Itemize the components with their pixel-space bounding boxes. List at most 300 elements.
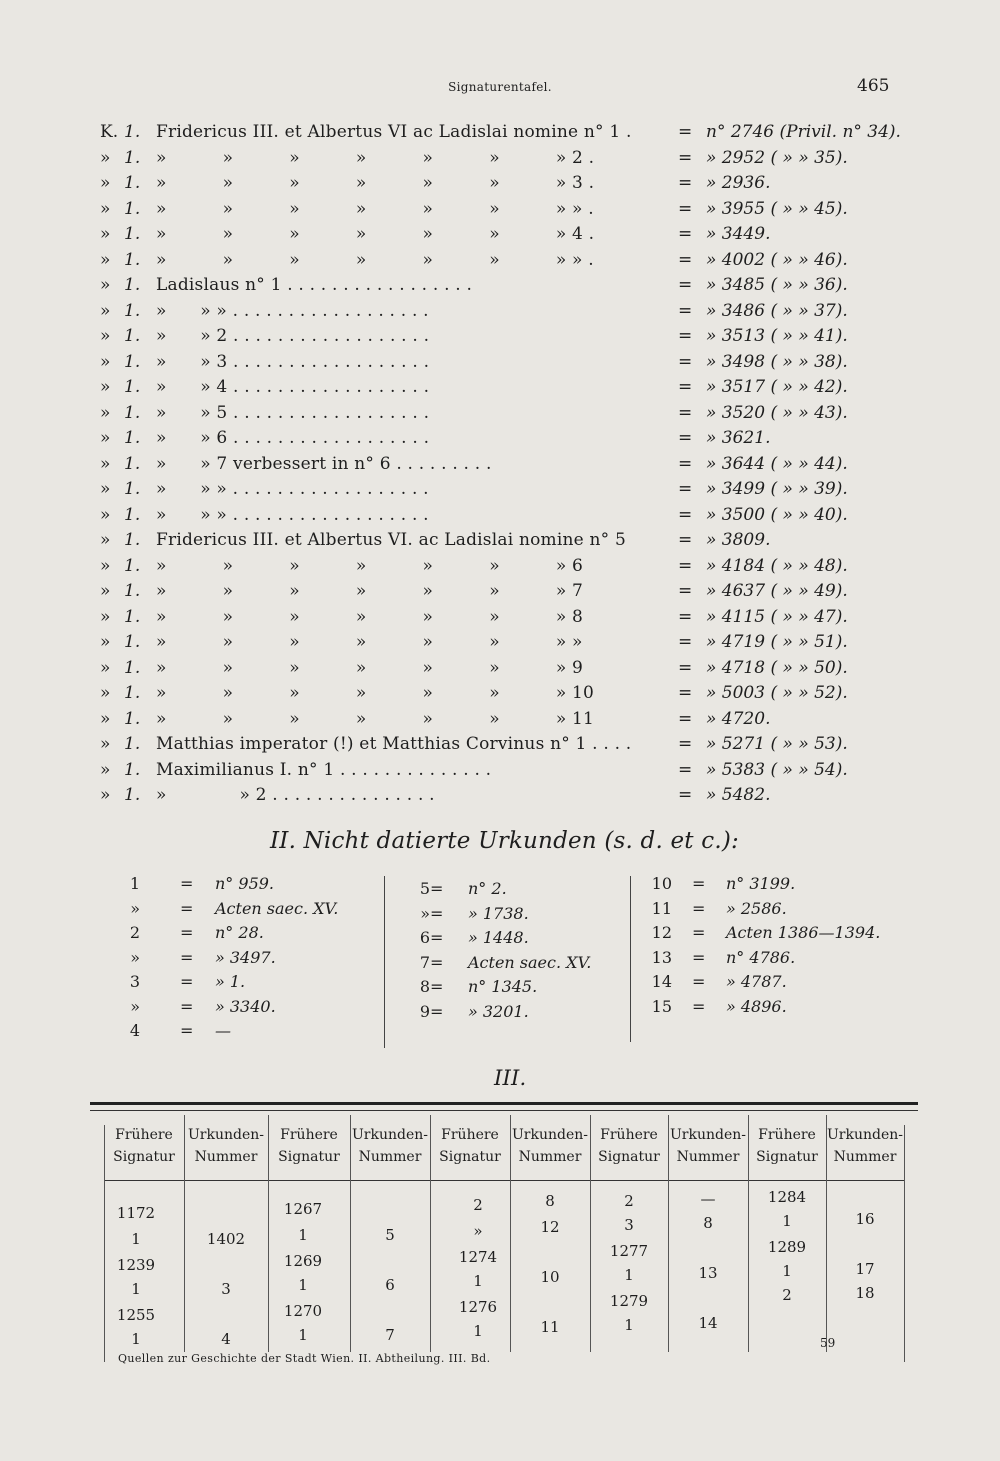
item-key: » [130, 898, 140, 918]
row-equals: = [678, 198, 693, 219]
item-key: 12 [651, 923, 672, 942]
list-item [0, 970, 1000, 993]
table-cell: 1 [298, 1326, 308, 1344]
list-item [100, 707, 930, 732]
row-key: » [100, 785, 111, 805]
list-item [0, 897, 1000, 920]
list-item [100, 528, 930, 553]
row-text: » » 2 . . . . . . . . . . . . . . . . . . [156, 326, 430, 346]
row-number: 1. [124, 785, 141, 805]
list-item [0, 921, 1000, 944]
row-key: » [100, 147, 111, 168]
row-reference: » 5482. [706, 785, 771, 805]
list-item [100, 605, 930, 630]
row-reference: » 3498 ( » » 38). [706, 351, 848, 372]
table-cell: 13 [698, 1264, 718, 1282]
row-text: » » » » » » » 6 [156, 555, 584, 576]
row-number: 1. [124, 632, 141, 652]
item-equals: = [430, 879, 444, 898]
item-key: » [130, 947, 140, 967]
table-cell: 16 [855, 1210, 875, 1228]
item-key: 15 [651, 996, 672, 1016]
item-value: » 4787. [726, 972, 787, 991]
row-key: » [100, 632, 111, 652]
item-key: 4 [129, 1021, 140, 1040]
row-key: » [100, 606, 111, 627]
row-number: 1. [124, 428, 141, 448]
item-equals: = [430, 1001, 444, 1021]
header-line: Signatur [756, 1149, 818, 1165]
item-equals: = [180, 996, 194, 1016]
row-key: » [100, 708, 111, 729]
item-equals: = [692, 996, 706, 1016]
item-equals: = [430, 952, 444, 972]
row-equals: = [678, 785, 693, 805]
item-equals: = [180, 923, 194, 942]
row-equals: = [678, 504, 693, 525]
row-text: » » » . . . . . . . . . . . . . . . . . . [156, 504, 429, 525]
row-number: 1. [124, 734, 141, 754]
column-header-nummer [184, 1124, 268, 1168]
section-3-title: III. [494, 1066, 527, 1090]
column-header-nummer [826, 1124, 904, 1168]
row-number: 1. [124, 581, 141, 601]
table-rule-header [104, 1180, 904, 1181]
row-number: 1. [124, 122, 141, 142]
row-reference: » 3449. [706, 224, 771, 244]
row-reference: n° 2746 (Privil. n° 34). [706, 122, 901, 142]
table-cell: 1 [782, 1212, 792, 1230]
header-line: Urkunden- [826, 1127, 903, 1143]
row-equals: = [678, 683, 693, 703]
row-number: 1. [124, 683, 141, 703]
row-text: » » » » » » » 2 . [156, 147, 595, 168]
row-reference: » 5271 ( » » 53). [706, 734, 848, 754]
table-cell: 1 [473, 1322, 483, 1340]
row-text: » » » » » » » 11 [156, 708, 595, 729]
list-item [100, 732, 930, 757]
item-value: — [215, 1021, 231, 1040]
row-text: » » » » » » » » . [156, 249, 594, 270]
column-header-nummer [350, 1124, 430, 1168]
table-cell: 1255 [116, 1306, 156, 1324]
table-cell: 2 [473, 1196, 483, 1214]
column-divider [384, 876, 385, 1048]
row-text: » » 7 verbessert in n° 6 . . . . . . . . . [156, 453, 492, 474]
column-header-nummer [668, 1124, 748, 1168]
row-reference: » 4637 ( » » 49). [706, 581, 848, 601]
row-reference: » 4720. [706, 708, 771, 729]
item-key: 13 [651, 947, 672, 967]
list-item [100, 656, 930, 681]
list-item [100, 401, 930, 426]
list-item [100, 273, 930, 298]
item-value: Acten saec. XV. [468, 952, 592, 972]
row-number: 1. [124, 351, 141, 372]
item-value: » 3201. [468, 1001, 529, 1021]
row-key: » [100, 300, 111, 321]
row-number: 1. [124, 377, 141, 397]
row-number: 1. [124, 402, 141, 423]
row-reference: » 3621. [706, 428, 771, 448]
table-cell: 5 [385, 1226, 395, 1244]
running-header: Signaturentafel. [448, 80, 552, 94]
item-key: 7 [419, 952, 430, 972]
header-line: Signatur [113, 1149, 175, 1165]
row-number: 1. [124, 759, 141, 780]
header-line: Urkunden- [351, 1127, 428, 1143]
item-value: » 3340. [215, 996, 276, 1016]
table-cell: 1276 [458, 1298, 498, 1316]
row-reference: » 3517 ( » » 42). [706, 377, 848, 397]
list-item [0, 946, 1000, 969]
list-item [100, 222, 930, 247]
row-text: » » 4 . . . . . . . . . . . . . . . . . . [156, 377, 430, 397]
table-cell: 12 [540, 1218, 560, 1236]
item-value: » 1738. [468, 903, 529, 923]
row-number: 1. [124, 300, 141, 321]
item-value: n° 28. [215, 923, 264, 942]
row-text: » » 2 . . . . . . . . . . . . . . . [156, 785, 435, 805]
list-item [100, 681, 930, 706]
list-item [100, 579, 930, 604]
row-reference: » 3486 ( » » 37). [706, 300, 848, 321]
row-key: » [100, 351, 111, 372]
list-item [100, 146, 930, 171]
table-cell: 8 [703, 1214, 713, 1232]
row-equals: = [678, 224, 693, 244]
list-item [100, 783, 930, 808]
table-cell: 18 [855, 1284, 875, 1302]
row-equals: = [678, 275, 693, 295]
section-2-title: II. Nicht datierte Urkunden (s. d. et c.): [270, 828, 739, 854]
row-text: » » » » » » » 10 [156, 683, 595, 703]
row-reference: » 3500 ( » » 40). [706, 504, 848, 525]
item-key: 11 [651, 898, 672, 918]
row-key: K. [100, 122, 119, 142]
table-column-rule [904, 1125, 905, 1362]
item-key: 6 [419, 928, 430, 947]
row-key: » [100, 377, 111, 397]
item-equals: = [180, 947, 194, 967]
row-reference: » 5383 ( » » 54). [706, 759, 848, 780]
header-line: Frühere [441, 1127, 499, 1143]
row-text: » » » . . . . . . . . . . . . . . . . . . [156, 300, 429, 321]
table-cell: 1 [782, 1262, 792, 1280]
list-item [100, 197, 930, 222]
header-line: Nummer [833, 1149, 897, 1165]
table-rule-top [90, 1102, 918, 1105]
header-line: Frühere [600, 1127, 658, 1143]
table-cell: 3 [624, 1216, 634, 1234]
row-number: 1. [124, 326, 141, 346]
table-cell: » [473, 1222, 483, 1240]
header-line: Nummer [676, 1149, 740, 1165]
row-key: » [100, 759, 111, 780]
table-cell: — [700, 1190, 716, 1208]
list-item [100, 375, 930, 400]
row-number: 1. [124, 555, 141, 576]
row-reference: » 4184 ( » » 48). [706, 555, 848, 576]
table-cell: 1 [131, 1330, 141, 1348]
table-cell: 8 [545, 1192, 555, 1210]
list-item [100, 426, 930, 451]
item-key: » [420, 903, 430, 923]
row-text: » » 5 . . . . . . . . . . . . . . . . . . [156, 402, 430, 423]
item-value: » 1448. [468, 928, 529, 947]
row-number: 1. [124, 224, 141, 244]
row-number: 1. [124, 504, 141, 525]
row-number: 1. [124, 606, 141, 627]
row-text: » » » » » » » 7 [156, 581, 584, 601]
table-cell: 14 [698, 1314, 718, 1332]
table-cell: 1 [131, 1230, 141, 1248]
row-text: » » » » » » » 9 [156, 657, 584, 678]
item-key: 1 [129, 874, 140, 893]
list-item [100, 503, 930, 528]
table-cell: 1289 [767, 1238, 807, 1256]
row-equals: = [678, 453, 693, 474]
row-key: » [100, 657, 111, 678]
list-item [100, 324, 930, 349]
header-line: Signatur [278, 1149, 340, 1165]
row-number: 1. [124, 275, 141, 295]
row-key: » [100, 530, 111, 550]
row-key: » [100, 198, 111, 219]
row-text: » » » » » » » 3 . [156, 173, 595, 193]
item-key: 10 [651, 874, 672, 893]
row-key: » [100, 173, 111, 193]
item-equals: = [180, 1021, 194, 1040]
row-key: » [100, 479, 111, 499]
row-equals: = [678, 377, 693, 397]
table-cell: 2 [624, 1192, 634, 1210]
row-reference: » 4719 ( » » 51). [706, 632, 848, 652]
item-value: » 4896. [726, 996, 787, 1016]
item-equals: = [430, 928, 444, 947]
table-cell: 4 [221, 1330, 231, 1348]
row-reference: » 3644 ( » » 44). [706, 453, 848, 474]
row-equals: = [678, 759, 693, 780]
item-equals: = [180, 898, 194, 918]
table-cell: 1 [473, 1272, 483, 1290]
row-text: » » » » » » » 4 . [156, 224, 595, 244]
header-line: Urkunden- [669, 1127, 746, 1143]
column-header-signatur [430, 1124, 510, 1168]
row-text: » » 6 . . . . . . . . . . . . . . . . . . [156, 428, 430, 448]
row-reference: » 3499 ( » » 39). [706, 479, 848, 499]
row-number: 1. [124, 657, 141, 678]
item-key: 9 [419, 1001, 430, 1021]
row-key: » [100, 224, 111, 244]
row-reference: » 3520 ( » » 43). [706, 402, 848, 423]
row-key: » [100, 326, 111, 346]
column-header-signatur [268, 1124, 350, 1168]
item-value: n° 1345. [468, 977, 538, 996]
list-item [100, 758, 930, 783]
row-reference: » 3809. [706, 530, 771, 550]
table-cell: 11 [540, 1318, 560, 1336]
row-text: Fridericus III. et Albertus VI. ac Ladislai nomine n° 5 [156, 530, 626, 550]
header-line: Nummer [194, 1149, 258, 1165]
row-text: » » » » » » » 8 [156, 606, 584, 627]
list-item [100, 120, 930, 145]
column-header-signatur [590, 1124, 668, 1168]
row-equals: = [678, 555, 693, 576]
row-number: 1. [124, 453, 141, 474]
row-text: » » » » » » » » . [156, 198, 594, 219]
row-equals: = [678, 173, 693, 193]
table-cell: 1172 [116, 1204, 156, 1222]
row-equals: = [678, 147, 693, 168]
list-item [100, 299, 930, 324]
table-cell: 1277 [609, 1242, 649, 1260]
row-reference: » 2952 ( » » 35). [706, 147, 848, 168]
row-number: 1. [124, 173, 141, 193]
header-line: Urkunden- [511, 1127, 588, 1143]
row-text: Maximilianus I. n° 1 . . . . . . . . . . . . . . [156, 759, 492, 780]
row-equals: = [678, 657, 693, 678]
list-item [0, 872, 1000, 895]
list-item [100, 171, 930, 196]
table-cell: 1270 [283, 1302, 323, 1320]
table-cell: 1284 [767, 1188, 807, 1206]
table-cell: 1 [624, 1266, 634, 1284]
row-equals: = [678, 581, 693, 601]
row-reference: » 4718 ( » » 50). [706, 657, 848, 678]
row-equals: = [678, 351, 693, 372]
item-equals: = [430, 903, 444, 923]
table-cell: 1267 [283, 1200, 323, 1218]
signature-mark: 59 [820, 1336, 836, 1350]
item-equals: = [430, 977, 444, 996]
row-reference: » 5003 ( » » 52). [706, 683, 848, 703]
table-cell: 6 [385, 1276, 395, 1294]
item-key: 3 [129, 972, 140, 991]
item-equals: = [692, 947, 706, 967]
row-number: 1. [124, 147, 141, 168]
row-reference: » 4115 ( » » 47). [706, 606, 848, 627]
header-line: Nummer [358, 1149, 422, 1165]
table-cell: 1274 [458, 1248, 498, 1266]
row-equals: = [678, 632, 693, 652]
row-key: » [100, 249, 111, 270]
list-item [100, 452, 930, 477]
table-cell: 1 [298, 1276, 308, 1294]
header-line: Nummer [518, 1149, 582, 1165]
row-text: » » » . . . . . . . . . . . . . . . . . . [156, 479, 429, 499]
list-item [100, 630, 930, 655]
item-key: 14 [651, 972, 672, 991]
row-equals: = [678, 708, 693, 729]
table-cell: 7 [385, 1326, 395, 1344]
page-number: 465 [857, 76, 890, 96]
row-key: » [100, 275, 111, 295]
table-cell: 1239 [116, 1256, 156, 1274]
row-equals: = [678, 606, 693, 627]
item-value: n° 959. [215, 874, 275, 893]
row-key: » [100, 453, 111, 474]
item-equals: = [692, 874, 706, 893]
table-cell: 10 [540, 1268, 560, 1286]
row-equals: = [678, 530, 693, 550]
list-item [100, 350, 930, 375]
row-number: 1. [124, 708, 141, 729]
item-equals: = [692, 923, 706, 942]
row-equals: = [678, 122, 693, 142]
header-line: Frühere [280, 1127, 338, 1143]
row-key: » [100, 581, 111, 601]
row-key: » [100, 504, 111, 525]
table-cell: 3 [221, 1280, 231, 1298]
header-line: Signatur [439, 1149, 501, 1165]
row-text: Ladislaus n° 1 . . . . . . . . . . . . . . . . . [156, 275, 473, 295]
row-equals: = [678, 402, 693, 423]
row-reference: » 2936. [706, 173, 771, 193]
column-header-signatur [748, 1124, 826, 1168]
item-value: n° 4786. [726, 947, 796, 967]
row-equals: = [678, 326, 693, 346]
table-cell: 1 [298, 1226, 308, 1244]
row-number: 1. [124, 249, 141, 270]
item-value: » 2586. [726, 898, 787, 918]
item-value: Acten 1386—1394. [726, 923, 881, 942]
row-equals: = [678, 479, 693, 499]
row-key: » [100, 555, 111, 576]
row-equals: = [678, 428, 693, 448]
row-key: » [100, 402, 111, 423]
column-header-signatur [104, 1124, 184, 1168]
row-text: Matthias imperator (!) et Matthias Corvinus n° 1 . . . . [156, 734, 632, 754]
row-number: 1. [124, 198, 141, 219]
table-rule-top [90, 1110, 918, 1111]
row-equals: = [678, 300, 693, 321]
table-cell: 1279 [609, 1292, 649, 1310]
header-line: Frühere [758, 1127, 816, 1143]
table-cell: 17 [855, 1260, 875, 1278]
row-text: » » 3 . . . . . . . . . . . . . . . . . . [156, 351, 430, 372]
header-line: Frühere [115, 1127, 173, 1143]
footer-note: Quellen zur Geschichte der Stadt Wien. II. Abtheilung. III. Bd. [118, 1352, 491, 1365]
row-reference: » 3955 ( » » 45). [706, 198, 848, 219]
item-key: 8 [419, 977, 430, 996]
list-item [100, 554, 930, 579]
row-text: Fridericus III. et Albertus VI ac Ladislai nomine n° 1 . [156, 122, 632, 142]
row-reference: » 4002 ( » » 46). [706, 249, 848, 270]
item-key: 2 [129, 923, 140, 942]
row-key: » [100, 683, 111, 703]
row-text: » » » » » » » » [156, 632, 583, 652]
item-equals: = [180, 972, 194, 991]
header-line: Urkunden- [187, 1127, 264, 1143]
item-value: n° 3199. [726, 874, 796, 893]
item-value: » 3497. [215, 947, 276, 967]
table-cell: 1269 [283, 1252, 323, 1270]
header-line: Signatur [598, 1149, 660, 1165]
item-key: » [130, 996, 140, 1016]
table-cell: 1402 [206, 1230, 246, 1248]
table-cell: 2 [782, 1286, 792, 1304]
row-reference: » 3485 ( » » 36). [706, 275, 848, 295]
item-equals: = [692, 972, 706, 991]
row-equals: = [678, 734, 693, 754]
item-equals: = [180, 874, 194, 893]
row-number: 1. [124, 479, 141, 499]
item-value: Acten saec. XV. [215, 898, 339, 918]
item-value: » 1. [215, 972, 246, 991]
list-item [0, 995, 1000, 1018]
item-equals: = [692, 898, 706, 918]
